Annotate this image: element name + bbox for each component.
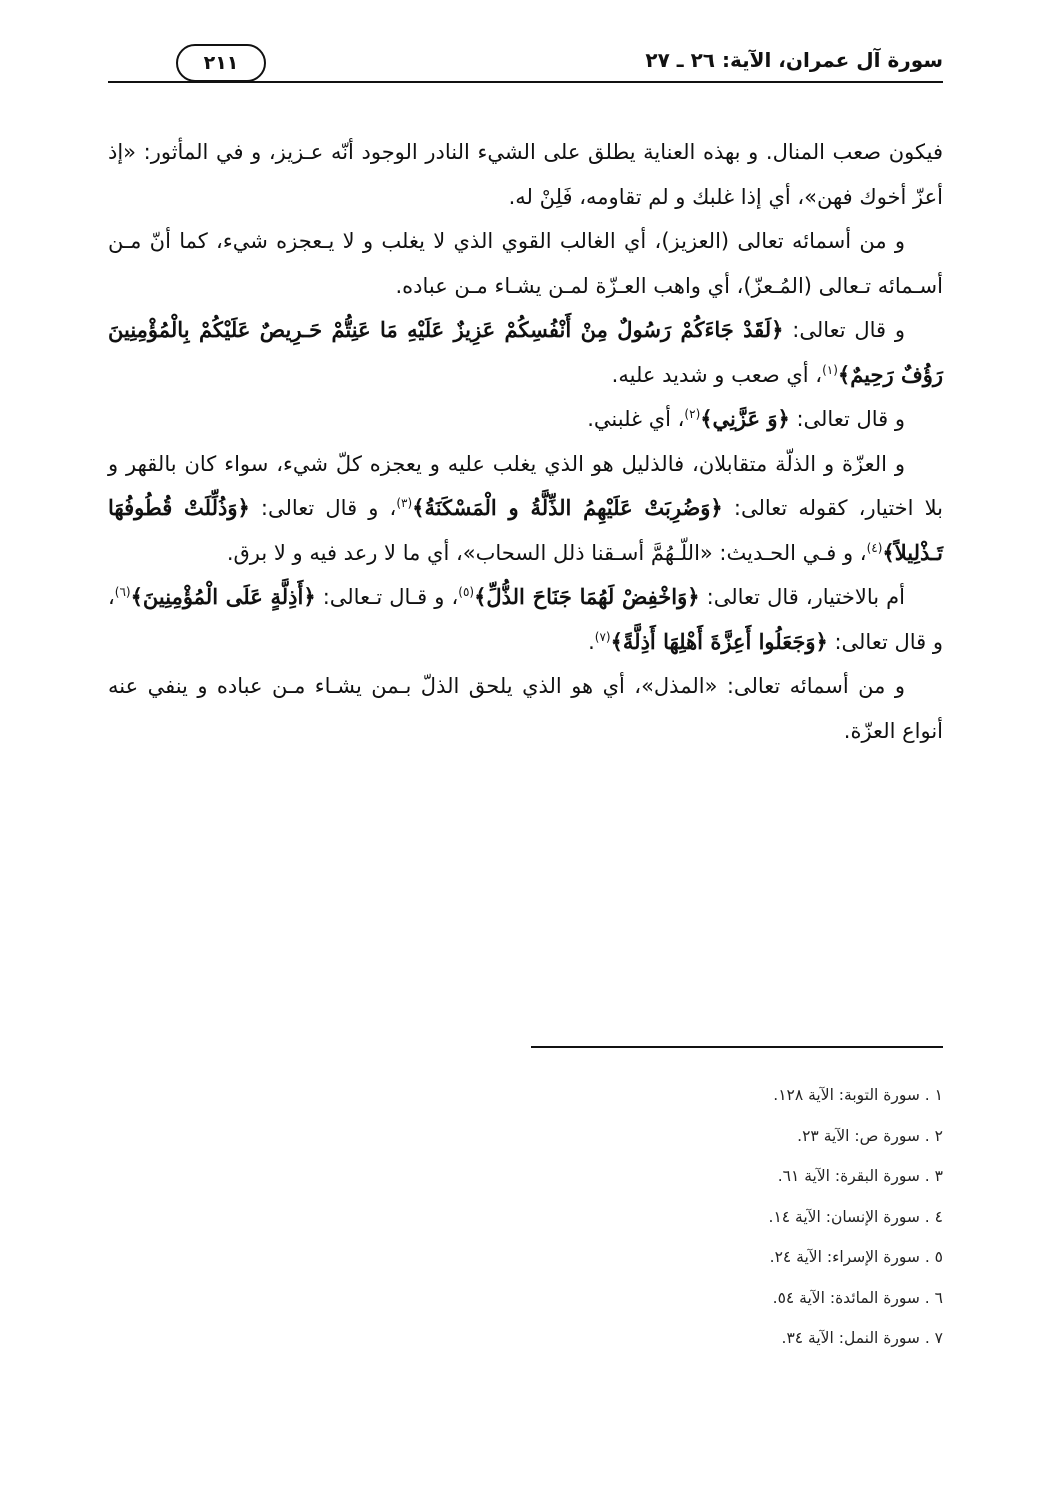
- footnote-item: ٣ . سورة البقرة: الآية ٦١.: [777, 1167, 943, 1185]
- paragraph-3: [108, 308, 943, 397]
- page-header: [108, 40, 943, 82]
- footnote-item: ٥ . سورة الإسراء: الآية ٢٤.: [769, 1248, 943, 1266]
- paragraph-7: و من أسمائه تعالى: «المذل»، أي هو الذي يلحق الذلّ بـمن يشـاء مـن عباده و ينفي عنه أنواع العزّة.: [108, 674, 943, 743]
- quran-verse: ﴿وَضُرِبَتْ عَلَيْهِمُ الذِّلَّةُ و الْمَسْكَنَةُ﴾: [412, 495, 723, 520]
- footnote-ref: (٧): [594, 629, 611, 644]
- quran-verse: ﴿وَذُلِّلَتْ قُطُوفُهَا تَـذْلِيلاً﴾: [108, 495, 943, 565]
- page-number: ٢١١: [176, 44, 266, 82]
- quran-verse: ﴿وَجَعَلُوا أَعِزَّةَ أَهْلِهَا أَذِلَّةً﴾: [610, 628, 828, 654]
- footnote-item: ٤ . سورة الإنسان: الآية ١٤.: [768, 1207, 943, 1226]
- footnote-ref: (٣): [396, 496, 413, 510]
- quran-verse: ﴿لَقَدْ جَاءَكُمْ رَسُولٌ مِنْ أَنْفُسِكُمْ عَزِيزٌ عَلَيْهِ مَا عَنِتُّمْ حَـرِيصٌ عَلَيْكُمْ بِالْمُؤْمِنِينَ رَؤُفٌ رَحِيمٌ﴾: [108, 317, 943, 387]
- paragraph-5: [108, 442, 943, 576]
- paragraph-4: [108, 397, 943, 442]
- footnote-separator: [531, 1046, 943, 1048]
- text-span: ، و قـال تـعالى:: [315, 585, 459, 609]
- text-span: ، و قال تعالى:: [249, 496, 397, 520]
- quran-verse: ﴿أَذِلَّةٍ عَلَى الْمُؤْمِنِينَ﴾: [130, 584, 316, 609]
- text-span: و العزّة و الذلّة متقابلان، فالذليل هو الذي يغلب عليه و يعجزه كلّ شيء، سواء كان بالقهر و بلا اختيار، كقوله تعالى:: [108, 451, 943, 520]
- footnote-item: ١ . سورة التوبة: الآية ١٢٨.: [773, 1086, 943, 1104]
- footnote-ref: (١): [822, 362, 838, 377]
- text-span: ، و فـي الحـديث: «اللّـهُمَّ أسـقنا ذلل السحاب»، أي ما لا رعد فيه و لا برق.: [226, 540, 867, 565]
- footnote-ref: (٦): [114, 585, 131, 599]
- footnote-ref: (٢): [684, 407, 701, 421]
- quran-verse: ﴿وَاخْفِضْ لَهُمَا جَنَاحَ الذُّلِّ﴾: [474, 584, 700, 609]
- header-rule: [108, 81, 943, 83]
- text-span: ، أي صعب و شديد عليه.: [611, 362, 823, 387]
- text-span: ، أي غلبني.: [587, 407, 685, 431]
- paragraph-1: فيكون صعب المنال. و بهذه العناية يطلق على الشيء النادر الوجود أنّه عـزيز، و في المأثور: «إذ أعزّ أخوك فهن»، أي إذا غلبك و لم تقاومه، فَلِنْ له.: [108, 140, 943, 209]
- text-span: و قال تعالى:: [789, 407, 905, 431]
- paragraph-6: [108, 575, 943, 664]
- footnotes: [523, 1075, 943, 1359]
- running-title: سورة آل عمران، الآية: ٢٦ ـ ٢٧: [645, 48, 943, 72]
- text-span: أم بالاختيار، قال تعالى:: [699, 585, 905, 609]
- footnote-ref: (٥): [458, 585, 475, 599]
- paragraph-2: و من أسمائه تعالى (العزيز)، أي الغالب القوي الذي لا يغلب و لا يـعجزه شيء، كما أنّ مـن أسـمائه تـعالى (المُـعزّ)، أي واهب العـزّة لمـن يشـاء مـن عباده.: [108, 229, 943, 298]
- footnote-ref: (٤): [866, 540, 883, 555]
- text-span: ، و قال تعالى:: [108, 585, 943, 654]
- footnote-item: ٧ . سورة النمل: الآية ٣٤.: [781, 1329, 943, 1347]
- footnote-item: ٢ . سورة ص: الآية ٢٣.: [797, 1126, 943, 1145]
- main-text: [108, 130, 943, 753]
- quran-verse: ﴿وَ عَزَّنِي﴾: [700, 406, 790, 431]
- text-span: .: [588, 629, 595, 654]
- text-span: و قال تعالى:: [783, 318, 905, 342]
- footnote-item: ٦ . سورة المائدة: الآية ٥٤.: [772, 1288, 943, 1307]
